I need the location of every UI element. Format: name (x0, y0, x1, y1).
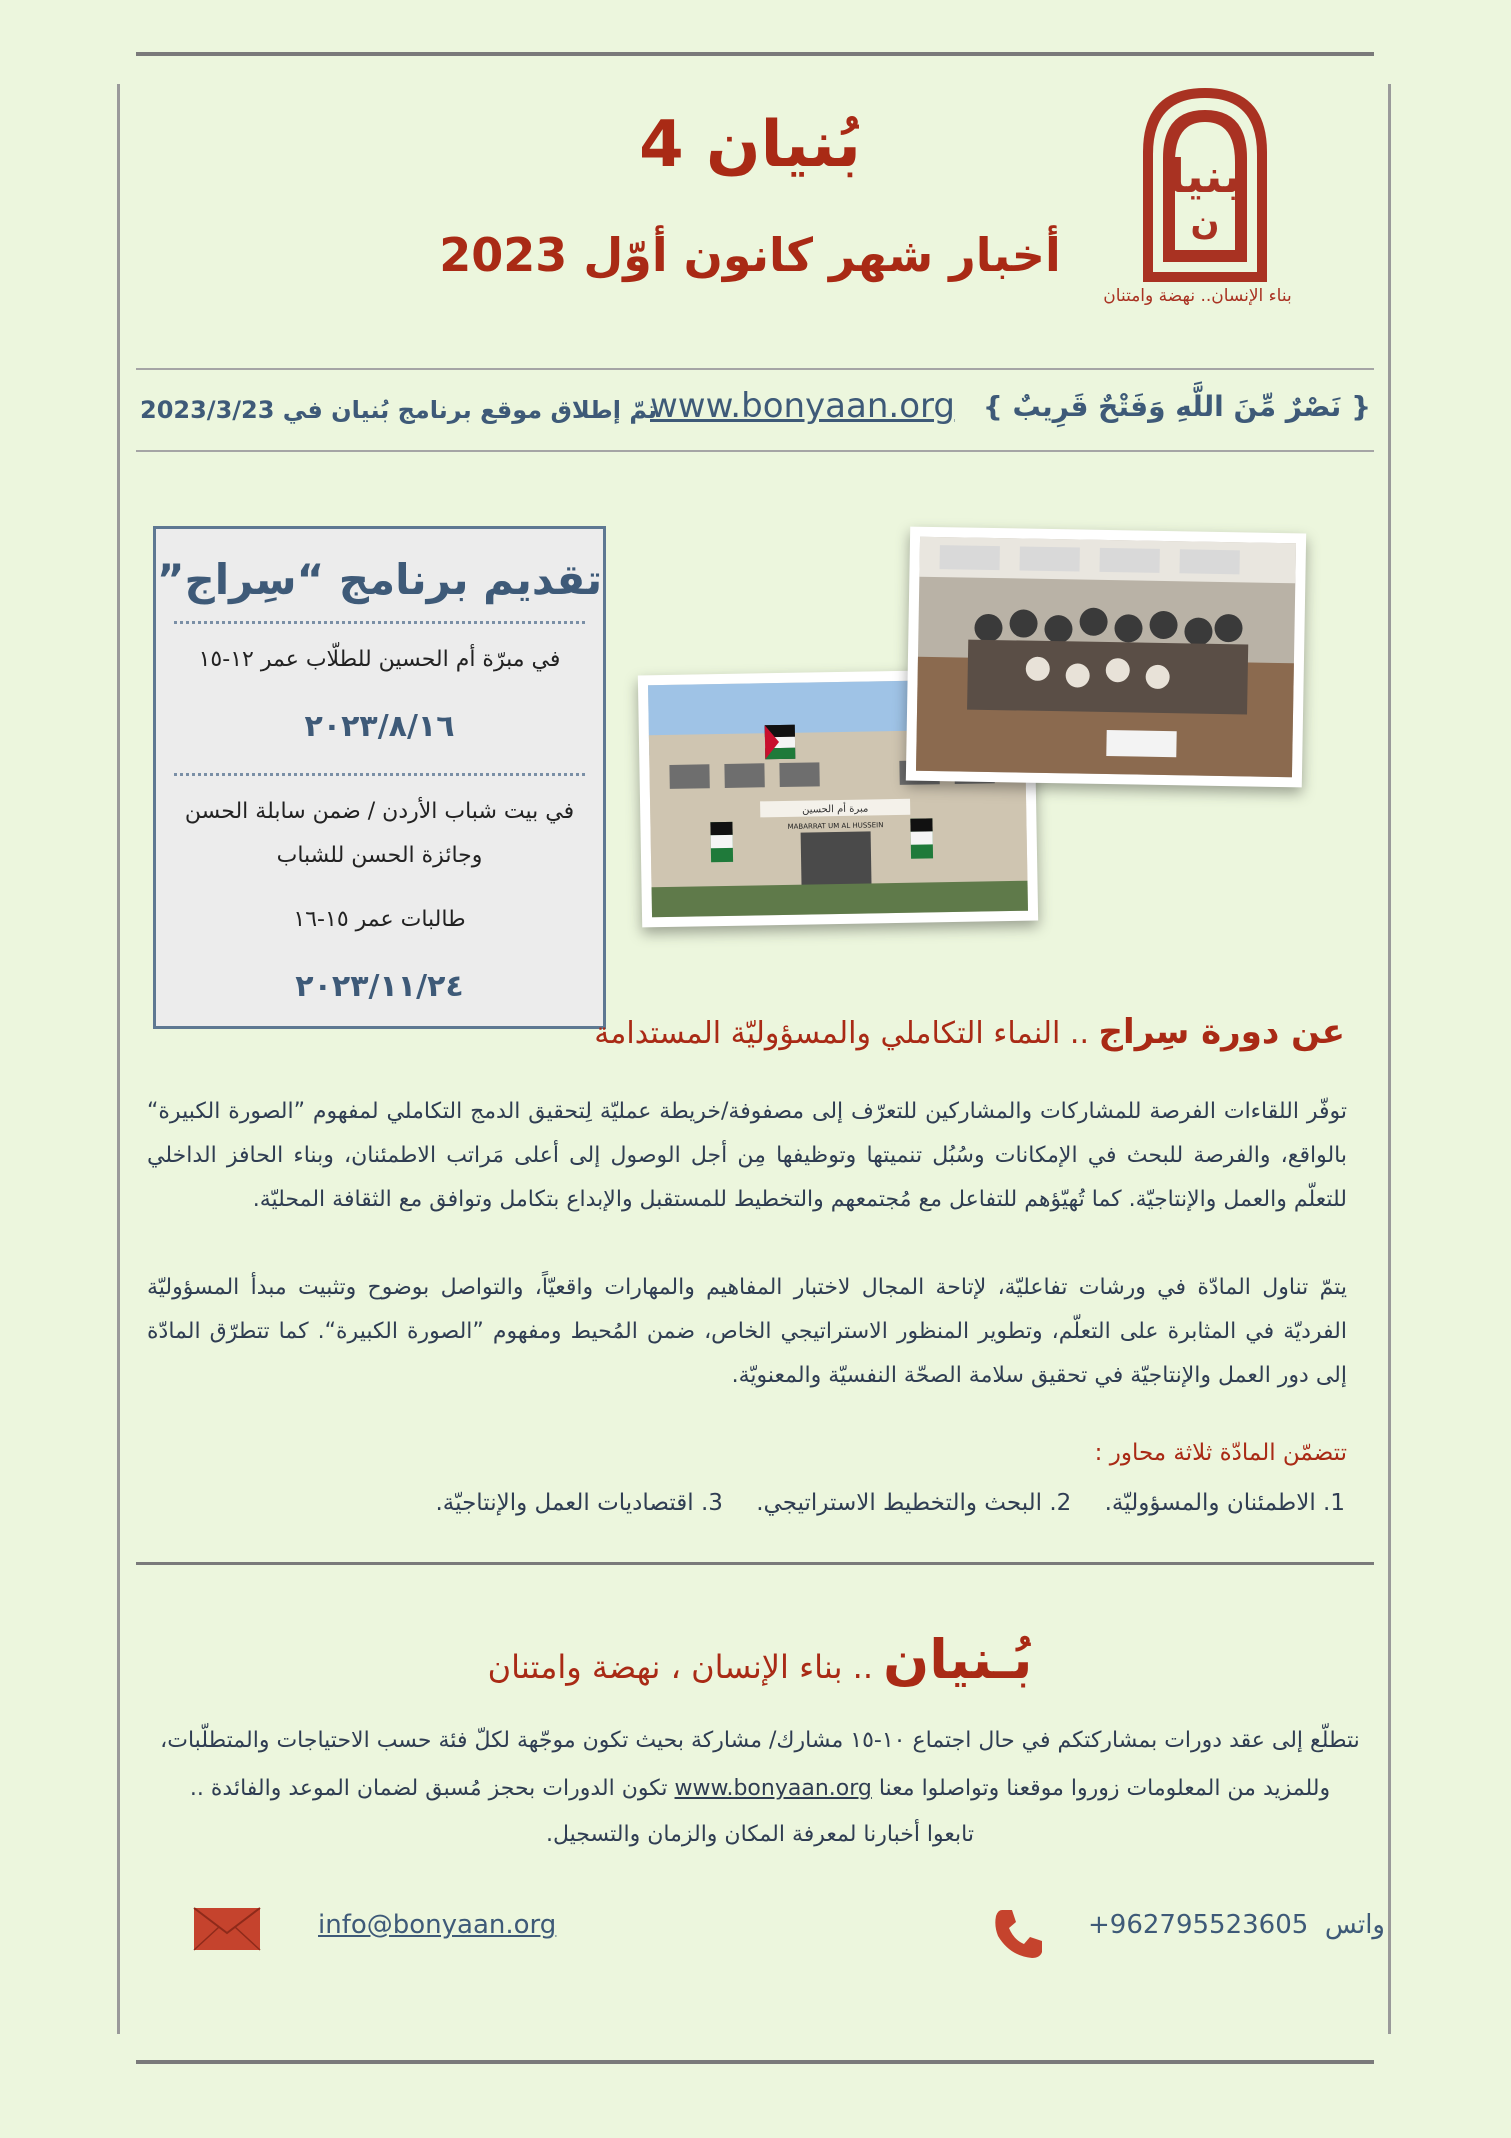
bonyaan-logo (1135, 82, 1275, 282)
date-2: ٢٠٢٣/١١/٢٤ (295, 969, 464, 1004)
footer-brand: بُـنيان (883, 1628, 1033, 1691)
divider (174, 773, 585, 776)
svg-text:بنيا: بنيا (1168, 149, 1242, 203)
venue-2-line-1: في بيت شباب الأردن / ضمن سابلة الحسن (184, 799, 575, 824)
envelope-icon[interactable] (193, 1907, 261, 1951)
top-rule (136, 52, 1374, 56)
phone-value: +962795523605 (1088, 1910, 1309, 1940)
axis-item: 1. الاطمئنان والمسؤوليّة. (1104, 1490, 1345, 1516)
svg-text:ن: ن (1190, 203, 1220, 243)
left-border (117, 84, 120, 2034)
axes-heading: تتضمّن المادّة ثلاثة محاور : (1094, 1440, 1347, 1466)
group-photo (906, 527, 1306, 788)
right-border (1388, 84, 1391, 2034)
launch-note: تمّ إطلاق موقع برنامج بُنيان في 2023/3/23 (140, 396, 658, 424)
phone-icon[interactable] (990, 1906, 1046, 1962)
date-1: ٢٠٢٣/٨/١٦ (304, 709, 455, 744)
about-paragraph-2: يتمّ تناول المادّة في ورشات تفاعليّة، لإتاحة المجال لاختبار المفاهيم والمهارات واقعيّاً، والتواصل بوضوح وتثبيت مبدأ المسؤوليّة الفرديّة في المثابرة على التعلّم، وتطوير المنظور الاستراتيجي الخاص، ضمن المُحيط ومفهوم ”الصورة الكبيرة“. كما تتطرّق المادّة إلى دور العمل والإنتاجيّة في تحقيق سلامة الصحّة النفسيّة والمعنويّة. (147, 1275, 1347, 1388)
divider (174, 621, 585, 624)
building-sign-en: MABARRAT UM AL HUSSEIN (787, 821, 884, 831)
bottom-rule (136, 2060, 1374, 2064)
section-heading (594, 1012, 1345, 1052)
footer-line-2-a: وللمزيد من المعلومات زوروا موقعنا وتواصلوا معنا (871, 1776, 1331, 1801)
newsletter-title: بُنيان 4 (639, 108, 861, 182)
newsletter-subtitle: أخبار شهر كانون أوّل 2023 (439, 228, 1061, 282)
footer-title (440, 1628, 1080, 1691)
section-heading-b: .. النماء التكاملي والمسؤوليّة المستدامة (594, 1016, 1099, 1051)
footer-line-2-b: تكون الدورات بحجز مُسبق لضمان الموعد والفائدة .. (189, 1776, 675, 1801)
footer-line-1: نتطلّع إلى عقد دورات بمشاركتكم في حال اجتماع ١٠-١٥ مشارك/ مشاركة بحيث تكون موجّهة لكلّ فئة حسب الاحتياجات والمتطلّبات، (160, 1728, 1360, 1753)
phone-number[interactable] (1088, 1910, 1385, 1940)
logo-tagline: بناء الإنسان.. نهضة وامتنان (1103, 286, 1292, 306)
about-paragraph-1: توفّر اللقاءات الفرصة للمشاركات والمشاركين للتعرّف إلى مصفوفة/خريطة عمليّة لِتحقيق الدمج التكاملي لمفهوم ”الصورة الكبيرة“ بالواقع، والفرصة للبحث في الإمكانات وسُبُل تنميتها وتوظيفها مِن أجل الوصول إلى أعلى مَراتب الاطمئنان، وبناء الحافز الداخلي للتعلّم والعمل والإنتاجيّة. كما تُهيّؤهم للتفاعل مع مُجتمعهم والتخطيط للمستقبل والإبداع بتكامل وتوافق مع الثقافة المحليّة. (147, 1099, 1347, 1212)
section-heading-a: عن دورة سِراج (1098, 1012, 1345, 1052)
website-link[interactable]: www.bonyaan.org (650, 386, 955, 426)
program-title: تقديم برنامج “سِراج” (156, 555, 603, 604)
footer-divider (136, 1562, 1374, 1565)
footer-website-link[interactable]: www.bonyaan.org (674, 1776, 872, 1801)
program-box (153, 526, 606, 1029)
building-sign: مبرة أم الحسين (801, 803, 869, 816)
quran-verse: { نَصْرٌ مِّنَ اللَّهِ وَفَتْحٌ قَرِيبٌ } (982, 390, 1371, 423)
footer-line-3: تابعوا أخبارنا لمعرفة المكان والزمان والتسجيل. (546, 1822, 974, 1847)
venue-2-line-2: وجائزة الحسن للشباب (276, 843, 483, 868)
audience-2: طالبات عمر ١٥-١٦ (293, 907, 466, 932)
header-divider-bottom (136, 450, 1374, 452)
email-link[interactable]: info@bonyaan.org (318, 1910, 557, 1940)
axis-item: 3. اقتصاديات العمل والإنتاجيّة. (435, 1490, 723, 1516)
axis-item: 2. البحث والتخطيط الاستراتيجي. (756, 1490, 1072, 1516)
footer-line-2 (140, 1776, 1380, 1801)
axes-list (409, 1490, 1345, 1516)
phone-label: واتس (1324, 1910, 1385, 1940)
footer-slogan: .. بناء الإنسان ، نهضة وامتنان (487, 1648, 884, 1686)
header-divider-top (136, 368, 1374, 370)
venue-1: في مبرّة أم الحسين للطلّاب عمر ١٢-١٥ (198, 647, 561, 672)
